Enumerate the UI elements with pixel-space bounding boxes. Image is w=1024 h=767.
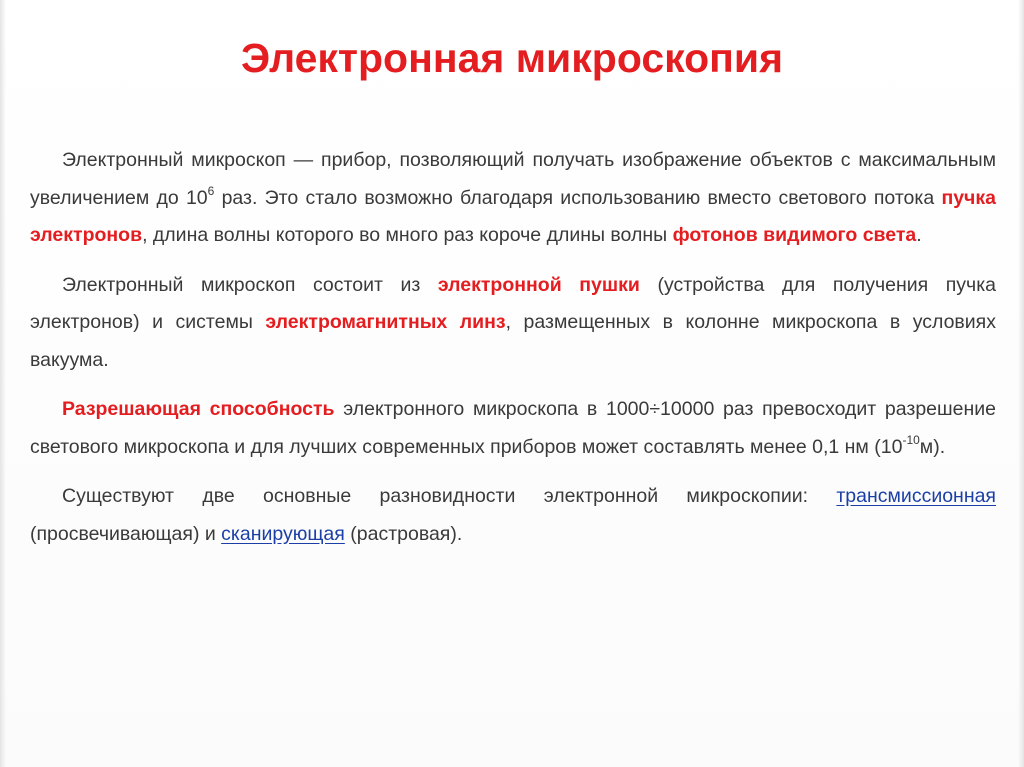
link-transmission-microscopy[interactable]: трансмиссионная bbox=[836, 485, 996, 507]
paragraph-text: , длина волны которого во много раз короче длины волны bbox=[142, 224, 673, 246]
paragraph-text: раз. Это стало возможно благодаря использованию вместо светового потока bbox=[214, 186, 942, 209]
paragraph-structure bbox=[30, 267, 996, 380]
paragraph-text: (растровая). bbox=[344, 522, 463, 545]
paragraph-text: (просвечивающая) и bbox=[30, 522, 222, 545]
paragraph-resolution bbox=[30, 391, 996, 466]
paragraph-text: Электронный микроскоп — прибор, позволяющий получать изображение объектов с максимальным увеличением до 10 bbox=[30, 149, 996, 209]
slide-left-shadow bbox=[0, 0, 6, 767]
highlight-electron-beam: пучка электронов bbox=[30, 186, 996, 246]
paragraph-types bbox=[30, 478, 996, 553]
paragraph-text: Электронный микроскоп состоит из bbox=[62, 273, 438, 296]
paragraph-text: электронного микроскопа в 1000÷10000 раз превосходит разрешение светового микроскопа и для лучших современных приборов может составлять менее 0,1 нм (10 bbox=[30, 398, 997, 458]
slide-title: Электронная микроскопия bbox=[240, 35, 784, 81]
paragraph-definition bbox=[30, 142, 996, 255]
paragraph-text: , размещенных в колонне микроскопа в условиях вакуума. bbox=[30, 311, 996, 371]
slide-body bbox=[30, 142, 996, 565]
paragraph-text: . bbox=[916, 224, 922, 246]
highlight-electron-gun: электронной пушки bbox=[437, 273, 640, 296]
highlight-visible-light-photons: фотонов видимого света bbox=[672, 224, 917, 246]
link-scanning-microscopy[interactable]: сканирующая bbox=[221, 522, 345, 545]
exponent: 6 bbox=[207, 184, 215, 198]
exponent: -10 bbox=[902, 433, 920, 447]
paragraph-text: м). bbox=[919, 435, 946, 458]
paragraph-text: (устройства для получения пучка электронов) и системы bbox=[30, 273, 996, 333]
paragraph-text: Существуют две основные разновидности электронной микроскопии: bbox=[62, 485, 837, 507]
highlight-electromagnetic-lenses: электромагнитных линз bbox=[265, 311, 506, 333]
slide-right-shadow bbox=[1018, 0, 1024, 767]
highlight-resolution: Разрешающая способность bbox=[62, 398, 335, 420]
